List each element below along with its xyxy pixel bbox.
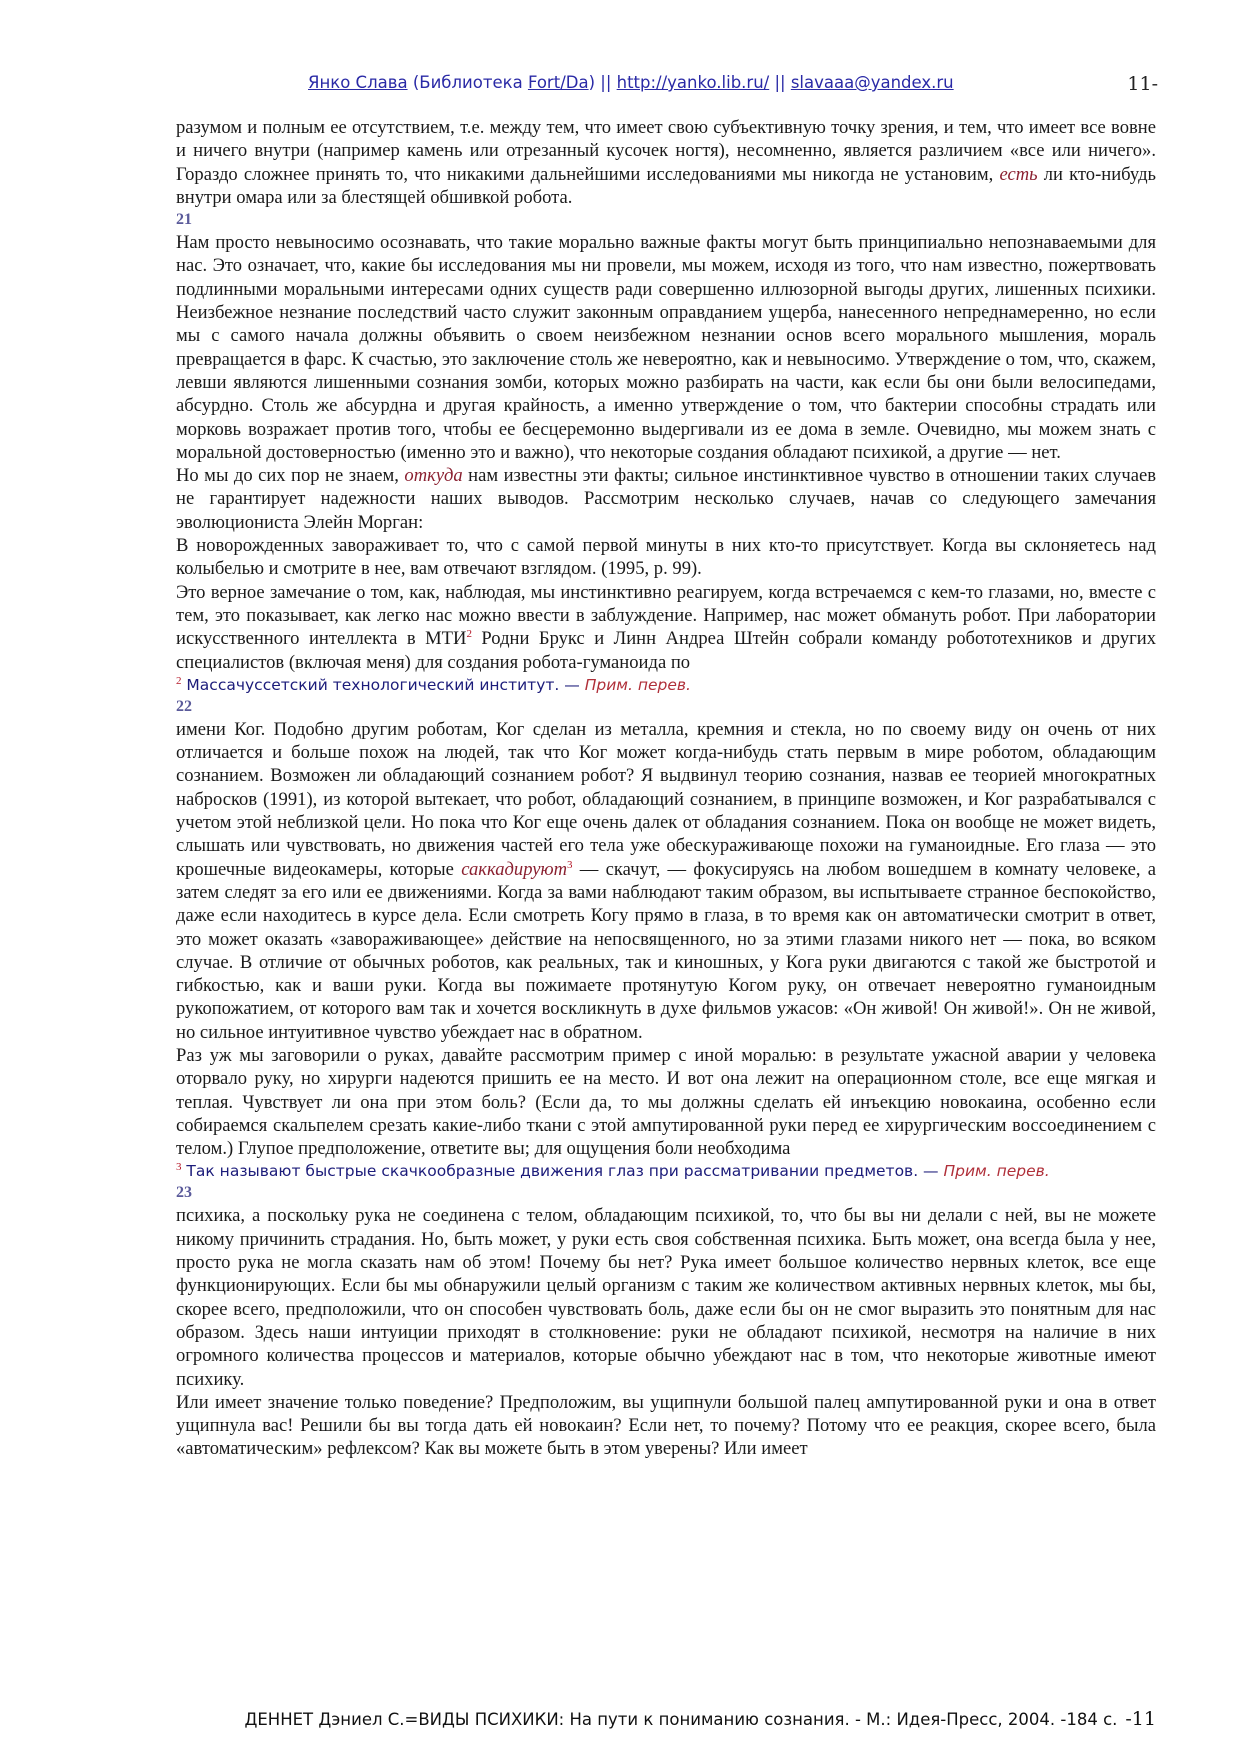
header-page-number: 11- [1127,73,1158,95]
footer-citation: ДЕННЕТ Дэниел С.=ВИДЫ ПСИХИКИ: На пути к пониманию сознания. - М.: Идея-Пресс, 2004. -184 с. [244,1710,1118,1729]
quote-paragraph: В новорожденных завораживает то, что с самой первой минуты в них кто-то присутствует. Когда вы склоняетесь над колыбелью и смотрите в нее, вам отвечают взглядом. (1995, p. 99). [176,535,1156,580]
emphasis: есть [999,163,1038,185]
paragraph: Или имеет значение только поведение? Предположим, вы ущипнули большой палец ампутированной руки и она в ответ ущипнула вас! Решили бы вы тогда дать ей новокаин? Если нет, то почему? Потому что ее реакция, скорее всего, была «автоматическим» рефлексом? Как вы можете быть в этом уверены? Или имеет [176,1391,1156,1460]
document-body [176,116,1156,1461]
author-link[interactable]: Янко Слава [308,73,408,92]
header-separator: || [769,73,791,92]
source-page-number: 23 [176,1184,192,1202]
footnote: $^3$ Так называют быстрые скачкообразные движения глаз при рассматривании предметов. — Прим. перев. [176,1161,1050,1181]
site-link[interactable]: http://yanko.lib.ru/ [616,73,770,92]
footnote-number: 2 [176,674,182,687]
emphasis: саккадируют [461,858,568,880]
paragraph: Это верное замечание о том, как, наблюдая, мы инстинктивно реагируем, когда встречаемся с кем-то глазами, но, вместе с тем, это показывает, как легко нас можно ввести в заблуждение. Например, нас может обмануть робот. При лаборатории искусственного интеллекта в МТИ$^2$ Родни Брукс и Линн Андреа Штейн собрали команду робототехников и других специалистов (включая меня) для создания робота-гуманоида по [176,581,1156,673]
footer-page-number: -11 [1125,1708,1156,1730]
paragraph: Нам просто невыносимо осознавать, что такие морально важные факты могут быть принципиально непознаваемыми для нас. Это означает, что, какие бы исследования мы ни провели, мы можем, исходя из того, что нам известно, пожертвовать подлинными моральными интересами одних существ ради совершенно иллюзорной выгоды других, лишенных психики. Неизбежное незнание последствий часто служит законным оправданием ущерба, нанесенного непреднамеренно, но если мы с самого начала должны объявить о своем неизбежном незнании основ всего морального мышления, мораль превращается в фарс. К счастью, это заключение столь же невероятно, как и невыносимо. Утверждение о том, что, скажем, левши являются лишенными сознания зомби, которых можно разбирать на части, как если бы они были велосипедами, абсурдно. Столь же абсурдна и другая крайность, а именно утверждение о том, что бактерии способны страдать или морковь возражает против того, чтобы ее бесцеремонно выдергивали из ее дома в земле. Очевидно, мы можем знать с моральной достоверностью (именно это и важно), что некоторые создания обладают психикой, а другие — нет. [176,232,1156,463]
emphasis: откуда [404,465,463,487]
document-page [176,0,1156,1754]
library-prefix: (Библиотека [407,73,528,92]
footnote-ref[interactable]: 2 [466,628,472,641]
paragraph: имени Ког. Подобно другим роботам, Ког сделан из металла, кремния и стекла, но по своему виду он очень от них отличается и больше похож на людей, так что Ког может когда-нибудь стать первым в мире роботом, обладающим сознанием. Возможен ли обладающий сознанием робот? Я выдвинул теорию сознания, назвав ее теорией многократных набросков (1991), из которой вытекает, что робот, обладающий сознанием, в принципе возможен, и Ког разрабатывался с учетом этой неблизкой цели. Но пока что Ког еще очень далек от обладания сознанием. Пока он вообще не может видеть, слышать или чувствовать, но движения частей его тела уже обескураживающе похожи на гуманоидные. Его глаза — это крошечные видеокамеры, которые саккадируют$^3$ — скачут, — фокусируясь на любом вошедшем в комнату человеке, а затем следят за его или ее движениями. Когда за вами наблюдают таким образом, вы испытываете странное беспокойство, даже если находитесь в курсе дела. Если смотреть Когу прямо в глаза, в то время как он автоматически смотрит в ответ, это может оказать «завораживающее» действие на непосвященного, но за этими глазами никого нет — пока, во всяком случае. В отличие от обычных роботов, как реальных, так и киношных, у Кога руки двигаются с такой же быстротой и гибкостью, как и ваши руки. Когда вы пожимаете протянутую Когом руку, он отвечает невероятно гуманоидным рукопожатием, от которого вам так и хочется воскликнуть в духе фильмов ужасов: «Он живой! Он живой!». Он не живой, но сильное интуитивное чувство убеждает нас в обратном. [176,718,1157,1043]
footnote-ref[interactable]: 3 [567,858,573,871]
page-header [176,73,1156,99]
translator-note-tag: Прим. перев. [943,1162,1050,1181]
header-separator: || [595,73,617,92]
paragraph: психика, а поскольку рука не соединена с телом, обладающим психикой, то, что бы вы ни делали с ней, вы не можете никому причинить страдания. Но, быть может, у руки есть своя собственная психика. Быть может, она всегда была у нее, просто рука не могла сказать нам об этом! Почему бы нет? Рука имеет большое количество нервных клеток, все еще функционирующих. Если бы мы обнаружили целый организм с таким же количеством активных нервных клеток, мы бы, скорее всего, предположили, что он способен чувствовать боль, даже если бы он не смог выразить это понятным для нас образом. Здесь наши интуиции приходят в столкновение: руки не обладают психикой, несмотря на наличие в них огромного количества процессов и материалов, которые обычно убеждают нас в том, что некоторые животные имеют психику. [176,1205,1156,1390]
header-links [308,73,954,92]
paragraph: разумом и полным ее отсутствием, т.е. между тем, что имеет свою субъективную точку зрения, и тем, что имеет все вовне и ничего внутри (например камень или отрезанный кусочек ногтя), несомненно, является различием «все или ничего». Гораздо сложнее принять то, что никакими дальнейшими исследованиями мы никогда не установим, есть ли кто-нибудь внутри омара или за блестящей обшивкой робота. [176,117,1157,208]
source-page-number: 22 [176,697,192,715]
translator-note-tag: Прим. перев. [584,675,691,694]
library-suffix: ) [588,73,596,92]
paragraph: Раз уж мы заговорили о руках, давайте рассмотрим пример с иной моралью: в результате ужасной аварии у человека оторвало руку, но хирурги надеются пришить ее на место. И вот она лежит на операционном столе, все еще мягкая и теплая. Чувствует ли она при этом боль? (Если да, то мы должны сделать ей инъекцию новокаина, особенно если собираемся скальпелем срезать какие-либо ткани с этой ампутированной руки перед ее хирургическим воссоединением с телом.) Глупое предположение, ответите вы; для ощущения боли необходима [176,1044,1156,1160]
footnote-number: 3 [176,1161,182,1174]
paragraph: Но мы до сих пор не знаем, откуда нам известны эти факты; сильное инстинктивное чувство в отношении таких случаев не гарантирует надежности наших выводов. Рассмотрим несколько случаев, начав со следующего замечания эволюциониста Элейн Морган: [176,465,1156,533]
footnote: $^2$ Массачуссетский технологический институт. — Прим. перев. [176,674,691,694]
page-footer [176,1708,1156,1730]
source-page-number: 21 [176,211,192,229]
email-link[interactable]: slavaaa@yandex.ru [790,73,954,92]
library-link[interactable]: Fort/Da [527,73,589,92]
